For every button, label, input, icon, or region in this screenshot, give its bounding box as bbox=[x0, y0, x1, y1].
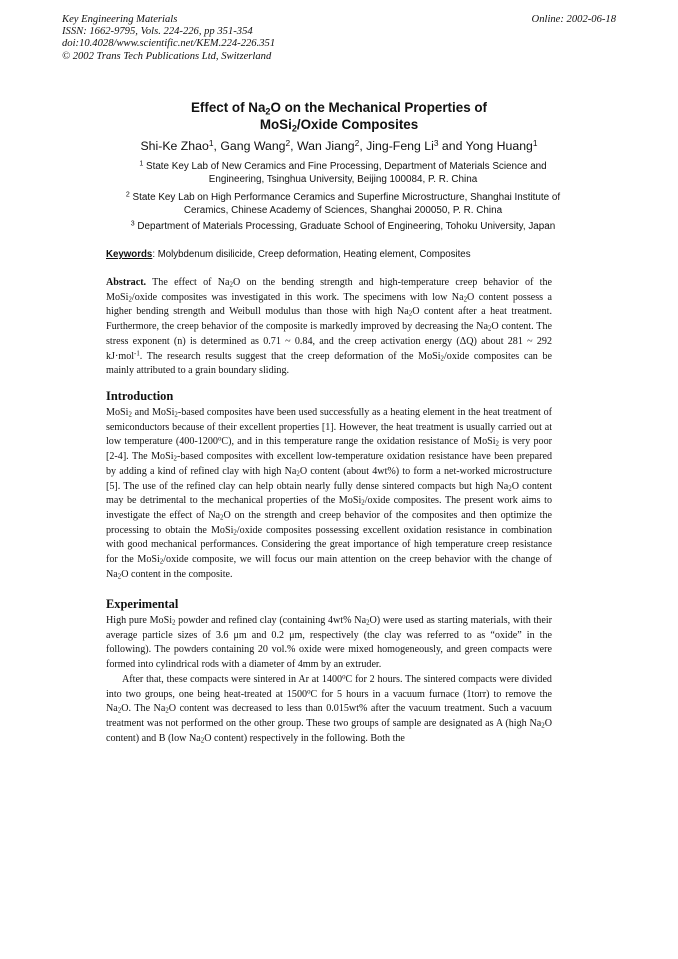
author: Shi-Ke Zhao$^1$, bbox=[140, 137, 221, 153]
journal-header bbox=[62, 14, 275, 63]
affiliation-2: $^2$ State Key Lab on High Performance Ceramics and Superfine Microstructure, Shanghai Institute of Ceramics, Chinese Academy of Sciences, Shanghai 200050, P. R. China bbox=[125, 191, 561, 217]
keywords bbox=[106, 249, 471, 260]
keywords-text: : Molybdenum disilicide, Creep deformation, Heating element, Composites bbox=[152, 249, 471, 260]
copyright-line: © 2002 Trans Tech Publications Ltd, Switzerland bbox=[62, 50, 272, 62]
experimental-text: High pure MoSi$_2$ powder and refined clay (containing 4wt% $Na_2O$) were used as starting materials, with their average particle sizes of 3.6 μm and 0.2 μm, respectively (the clay was referred to as “oxide” in the following). The powders containing 20 vol.% oxide were mixed homogeneously, and green compacts were formed into cylindrical rods with a diameter of 4mm by an extruder. After that, these compacts were sintered in Ar at 1400$^o$C for 2 hours. The sintered compacts were divided into two groups, one being heat-treated at 1500$^o$C for 5 hours in a vacuum furnace (1torr) to remove the $Na_2O$. The $Na_2O$ content was decreased to less than 0.015wt% after the vacuum treatment. Such a vacuum treatment was not performed on the other group. These two groups of sample are designated as A (high $Na_2O$ content) and B (low $Na_2O$ content) respectively in the following. Both the bbox=[106, 615, 553, 745]
experimental-heading: Experimental bbox=[106, 597, 179, 611]
author: Yong Huang$^1$ bbox=[465, 137, 538, 153]
introduction-heading: Introduction bbox=[106, 389, 174, 403]
author: Jing-Feng Li$^3$ and bbox=[366, 137, 466, 153]
affiliation-3: $^3$ Department of Materials Processing, Graduate School of Engineering, Tohoku University, Japan bbox=[130, 220, 556, 232]
online-date: Online: 2002-06-18 bbox=[531, 14, 616, 25]
keywords-label: Keywords bbox=[106, 249, 153, 260]
author-list bbox=[0, 139, 678, 153]
paper-title: Effect of $Na_2O$ on the Mechanical Properties of MoSi$_2$/Oxide Composites bbox=[190, 100, 487, 133]
journal-name: Key Engineering Materials bbox=[62, 14, 178, 25]
affiliation-1: $^1$ State Key Lab of New Ceramics and Fine Processing, Department of Materials Science and Engineering, Tsinghua University, Beijing 100084, P. R. China bbox=[139, 160, 547, 186]
author: Wan Jiang$^2$, bbox=[297, 137, 367, 153]
abstract: Abstract. The effect of $Na_2O$ on the bending strength and high-temperature creep behavior of the MoSi$_2$/oxide composites was investigated in this work. The specimens with low $Na_2O$ content possess a higher bending strength and Weibull modulus than those with high $Na_2O$ content after a heat treatment. Furthermore, the creep behavior of the composite is markedly improved by decreasing the $Na_2O$ content. The stress exponent (n) is determined as 0.71 ~ 0.84, and the creep activation energy (ΔQ) about 281 ~ 292 kJ·mol$^{-1}$. The research results suggest that the creep deformation of the MoSi$_2$/oxide composites can be mainly attributed to a grain boundary sliding. bbox=[106, 277, 552, 377]
issn-line: ISSN: 1662-9795, Vols. 224-226, pp 351-354 bbox=[62, 26, 253, 38]
doi-line: doi:10.4028/www.scientific.net/KEM.224-226.351 bbox=[62, 38, 276, 50]
introduction-text: MoSi$_2$ and MoSi$_2$-based composites have been used successfully as a heating element in the heat treatment of semiconductors because of their excellent properties [1]. However, the heat treatment is usually carried out at low temperature (400-1200$^o$C), and in this temperature range the oxidation resistance of MoSi$_2$ is very poor [2-4]. The MoSi$_2$-based composites with excellent low-temperature oxidation resistance have been prepared by adding a kind of refined clay with high $Na_2O$ content (about 4wt%) to form a net-worked microstructure [5]. The use of the refined clay can help obtain nearly fully dense sintered compacts but high $Na_2O$ content may be detrimental to the mechanical properties of the MoSi$_2$/oxide composites. The present work aims to investigate the effect of $Na_2O$ on the strength and creep behavior of the composites and then optimize the processing to obtain the MoSi$_2$/oxide composites possessing excellent oxidation resistance in combination with good mechanical performances. Considering the great importance of high temperature creep resistance for the MoSi$_2$/oxide composite, we will focus our main attention on the creep behavior with the change of $Na_2O$ content in the composite. bbox=[106, 407, 553, 581]
author: Gang Wang$^2$, bbox=[220, 137, 297, 153]
abstract-label: Abstract. bbox=[106, 277, 147, 288]
